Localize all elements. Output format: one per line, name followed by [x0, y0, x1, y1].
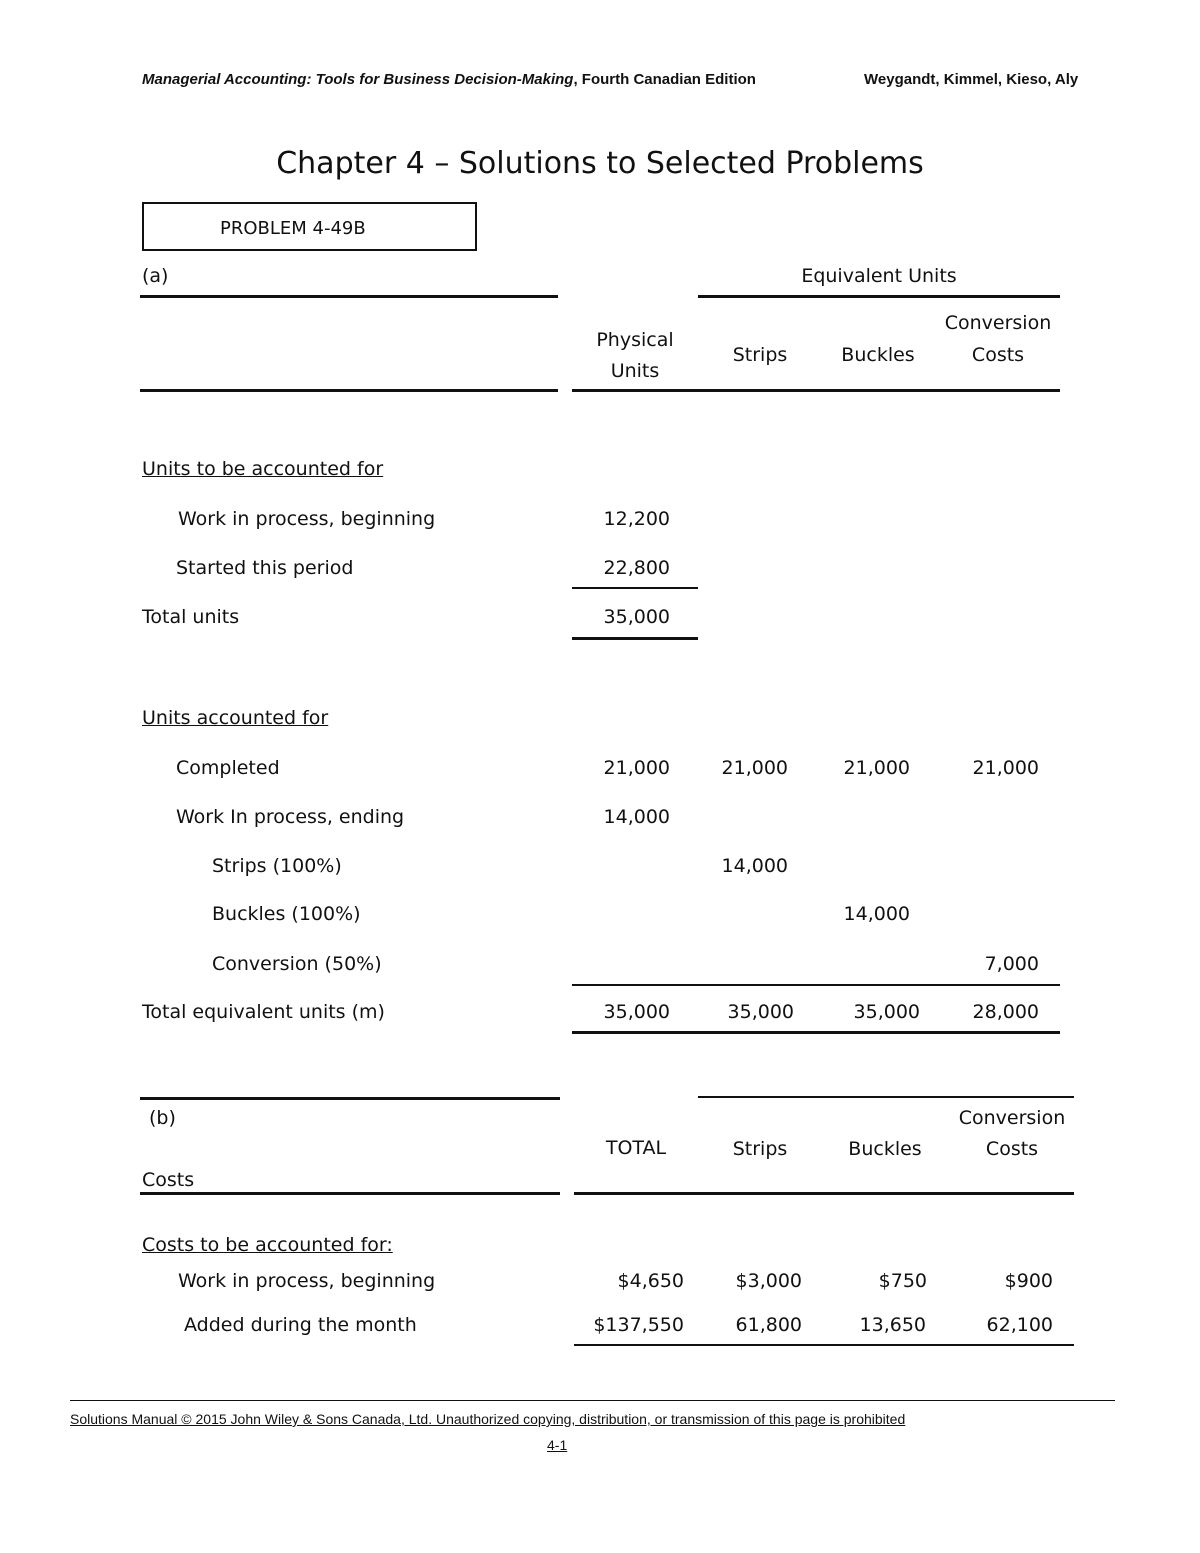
wip-beginning-label: Work in process, beginning: [178, 508, 436, 530]
total-units-physical: 35,000: [603, 606, 670, 628]
col-conversion-line2: Costs: [971, 344, 1025, 366]
started-label: Started this period: [176, 557, 354, 579]
total-eu-buckles: 35,000: [853, 1001, 920, 1023]
rule-b-header-right: [574, 1192, 1074, 1195]
b-wip-beginning-strips: $3,000: [735, 1270, 802, 1292]
conversion-pct-label: Conversion (50%): [212, 953, 382, 975]
b-col-total: TOTAL: [605, 1137, 667, 1159]
buckles-pct-value: 14,000: [843, 903, 910, 925]
footer-page-number: 4-1: [547, 1437, 568, 1453]
b-wip-beginning-label: Work in process, beginning: [178, 1270, 436, 1292]
completed-label: Completed: [176, 757, 280, 779]
b-col-strips: Strips: [732, 1138, 788, 1160]
part-a-label: (a): [142, 265, 169, 287]
total-units-label: Total units: [142, 606, 240, 628]
b-added-total: $137,550: [593, 1314, 684, 1336]
strips-pct-label: Strips (100%): [212, 855, 342, 877]
buckles-pct-label: Buckles (100%): [212, 903, 361, 925]
rule-a-header-left: [140, 389, 558, 392]
b-costs-label: Costs: [142, 1169, 195, 1191]
equivalent-units-header: Equivalent Units: [801, 265, 957, 287]
total-eu-label: Total equivalent units (m): [142, 1001, 385, 1023]
wip-ending-physical: 14,000: [603, 806, 670, 828]
total-eu-strips: 35,000: [727, 1001, 794, 1023]
completed-physical: 21,000: [603, 757, 670, 779]
rule-a-top-left: [140, 295, 558, 298]
conversion-pct-value: 7,000: [984, 953, 1039, 975]
b-wip-beginning-total: $4,650: [617, 1270, 684, 1292]
completed-buckles: 21,000: [843, 757, 910, 779]
units-to-account-heading: Units to be accounted for: [142, 458, 384, 480]
rule-b-top-left: [140, 1097, 560, 1100]
rule-a-top-right: [698, 295, 1060, 298]
rule-started-under: [572, 587, 698, 589]
rule-total-eu-under: [572, 1031, 1060, 1034]
col-buckles: Buckles: [841, 344, 915, 366]
total-eu-physical: 35,000: [603, 1001, 670, 1023]
b-added-buckles: 13,650: [859, 1314, 926, 1336]
costs-to-account-heading: Costs to be accounted for:: [142, 1234, 393, 1256]
b-added-strips: 61,800: [735, 1314, 802, 1336]
units-accounted-heading: Units accounted for: [142, 707, 329, 729]
wip-beginning-physical: 12,200: [603, 508, 670, 530]
part-b-label: (b): [149, 1107, 176, 1129]
started-physical: 22,800: [603, 557, 670, 579]
completed-conversion: 21,000: [972, 757, 1039, 779]
chapter-title: Chapter 4 – Solutions to Selected Problems: [276, 146, 924, 181]
running-header-title: [142, 71, 756, 88]
rule-b-header-left: [140, 1192, 560, 1195]
b-added-label: Added during the month: [184, 1314, 417, 1336]
footer-copyright: Solutions Manual © 2015 John Wiley & Sons Canada, Ltd. Unauthorized copying, distribution, or transmission of this page is prohibited: [70, 1411, 906, 1427]
wip-ending-label: Work In process, ending: [176, 806, 405, 828]
b-wip-beginning-conversion: $900: [1004, 1270, 1053, 1292]
b-wip-beginning-buckles: $750: [878, 1270, 927, 1292]
completed-strips: 21,000: [721, 757, 788, 779]
col-physical-line2: Units: [610, 360, 660, 382]
b-col-conversion-line1: Conversion: [958, 1107, 1066, 1129]
book-title: Managerial Accounting: Tools for Business Decision-Making: [142, 71, 574, 88]
b-col-conversion-line2: Costs: [985, 1138, 1039, 1160]
rule-total-units-under: [572, 637, 698, 640]
rule-b-top-right: [698, 1096, 1074, 1098]
rule-added-under: [574, 1344, 1074, 1346]
footer-rule: [70, 1400, 1115, 1401]
rule-a-header-right: [572, 389, 1060, 392]
rule-conversion-under: [572, 984, 1060, 986]
b-added-conversion: 62,100: [986, 1314, 1053, 1336]
strips-pct-value: 14,000: [721, 855, 788, 877]
running-header-authors: Weygandt, Kimmel, Kieso, Aly: [864, 71, 1079, 88]
b-col-buckles: Buckles: [848, 1138, 922, 1160]
book-edition: , Fourth Canadian Edition: [573, 71, 756, 88]
total-eu-conversion: 28,000: [972, 1001, 1039, 1023]
col-physical-line1: Physical: [596, 329, 674, 351]
col-strips: Strips: [732, 344, 788, 366]
problem-label: PROBLEM 4-49B: [220, 218, 366, 239]
col-conversion-line1: Conversion: [944, 312, 1052, 334]
